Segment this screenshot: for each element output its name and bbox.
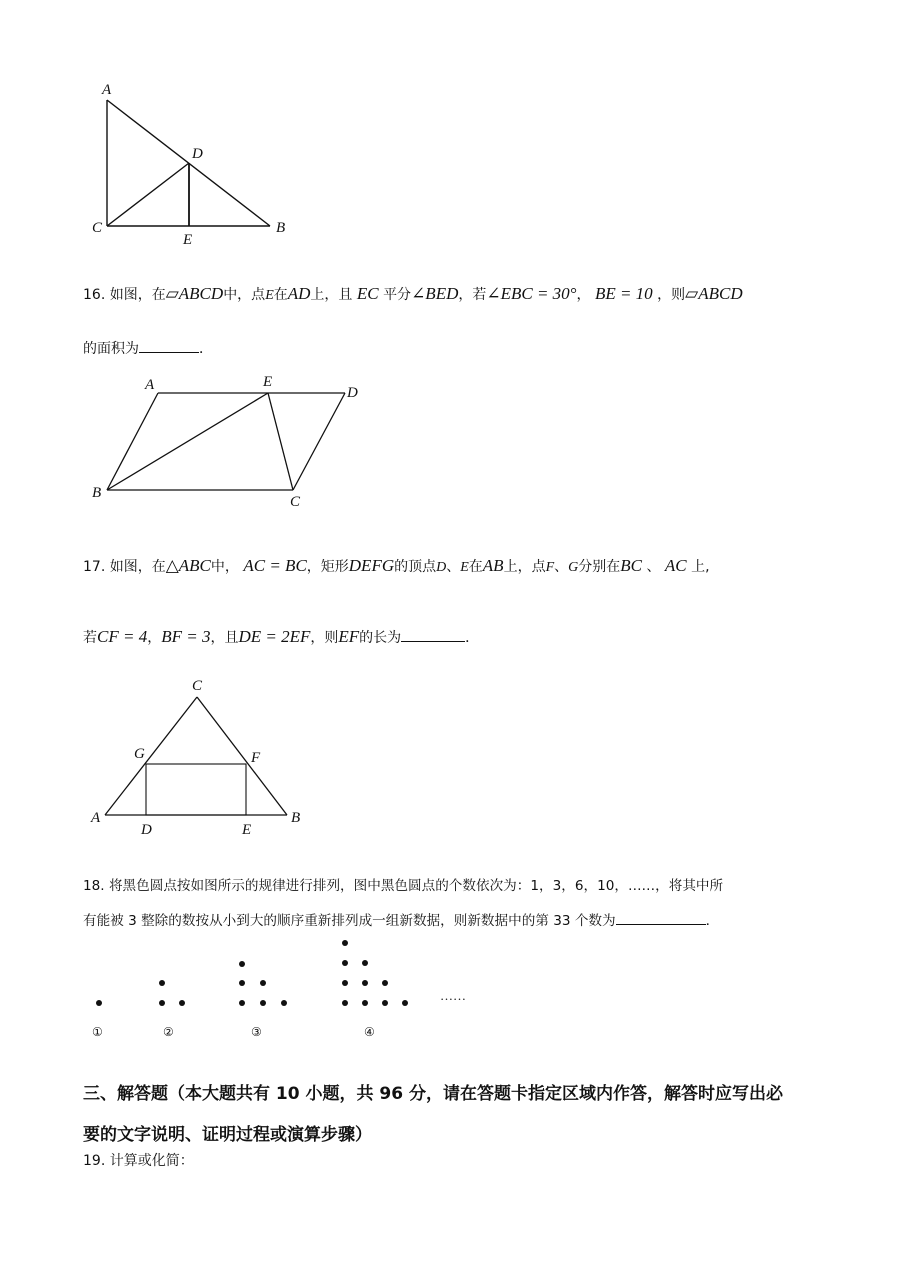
q16-text: 在 [273, 287, 288, 303]
q17-text: 、 [646, 559, 661, 575]
q16-text: ． [199, 341, 213, 357]
dot [159, 980, 165, 986]
section-3-heading-line2 [83, 1120, 372, 1145]
q17-text: 的顶点 [394, 559, 437, 575]
dot [281, 1000, 287, 1006]
figure-label-1: ① [92, 1025, 103, 1039]
q17-text: 若 [83, 630, 97, 646]
q17-math: CF = 4 [97, 627, 148, 646]
point-label-e: E [242, 822, 252, 838]
figure-label-4: ④ [364, 1025, 375, 1039]
q17-text: ，矩形 [306, 559, 349, 575]
q16-math: ▱ABCD [165, 284, 224, 303]
dot [342, 960, 348, 966]
q17-math: F [545, 560, 555, 575]
q16-math: EC [356, 284, 379, 303]
q17-math: △ABC [165, 556, 211, 575]
point-label-f: F [251, 750, 261, 766]
point-label-d: D [192, 146, 203, 162]
q17-math: DE = 2EF [238, 627, 311, 646]
point-label-c: C [92, 220, 103, 236]
q18-text: 有能被 3 整除的数按从小到大的顺序重新排列成一组新数据，则新数据中的第 33 个数为 [83, 913, 616, 929]
point-label-e: E [263, 374, 273, 390]
point-label-c: C [192, 678, 203, 694]
dot [362, 1000, 368, 1006]
point-label-b: B [291, 810, 301, 826]
section-3-text: 三、解答题（本大题共有 10 小题，共 96 分，请在答题卡指定区域内作答，解答时应写出必 [83, 1084, 783, 1104]
q17-math: AC = BC [243, 556, 307, 575]
q17-text: 17. 如图，在 [83, 559, 166, 575]
q17-math: D [436, 560, 447, 575]
figure-label-2: ② [163, 1025, 174, 1039]
point-label-a: A [91, 810, 101, 826]
dot [239, 961, 245, 967]
ellipsis: …… [440, 988, 466, 1003]
q17-math: AC [664, 556, 687, 575]
dot [342, 940, 348, 946]
q17-text: 在 [468, 559, 483, 575]
q17-math: BC [620, 556, 642, 575]
point-label-d: D [347, 385, 358, 401]
q16-text: 中，点 [223, 287, 266, 303]
q17-text: ， [147, 630, 162, 646]
q17-math: EF [338, 627, 360, 646]
q19-text: 19. 计算或化简： [83, 1153, 194, 1169]
section-3-text: 要的文字说明、证明过程或演算步骤） [83, 1125, 372, 1145]
q16-math: AD [287, 284, 311, 303]
q17-text: 的长为 [359, 630, 402, 646]
dot [96, 1000, 102, 1006]
q18-text: ． [705, 913, 720, 929]
point-label-b: B [92, 485, 102, 501]
dot [362, 980, 368, 986]
q17-math: DEFG [348, 556, 395, 575]
q16-math: ∠EBC = 30° [486, 284, 577, 303]
q17-text: ． [465, 630, 480, 646]
q17-text: 上, [691, 559, 710, 575]
dot [260, 980, 266, 986]
q17-text: 、 [446, 559, 461, 575]
q17-text: 、 [554, 559, 569, 575]
dot [342, 1000, 348, 1006]
q17-text: 上，点 [503, 559, 546, 575]
point-label-d: D [141, 822, 152, 838]
dot [179, 1000, 185, 1006]
dot [239, 1000, 245, 1006]
q17-math: E [460, 560, 469, 575]
q16-text: 平分 [383, 287, 412, 303]
dot [342, 980, 348, 986]
q16-text: ，则 [657, 287, 686, 303]
section-3-heading-line1 [83, 1079, 783, 1104]
dot [362, 960, 368, 966]
dot [260, 1000, 266, 1006]
point-label-a: A [145, 377, 155, 393]
q18-text: 18. 将黑色圆点按如图所示的规律进行排列，图中黑色圆点的个数依次为：1，3，6，10，……，将其中所 [83, 878, 724, 894]
q17-math: AB [482, 556, 504, 575]
q16-text: 的面积为 [83, 341, 139, 357]
figure-label-3: ③ [251, 1025, 262, 1039]
dot [382, 1000, 388, 1006]
q17-text: ，则 [310, 630, 339, 646]
point-label-a: A [102, 82, 112, 98]
q17-math: G [568, 560, 579, 575]
dot [159, 1000, 165, 1006]
point-label-b: B [276, 220, 286, 236]
q16-text: ， [576, 287, 591, 303]
point-label-c: C [290, 494, 301, 510]
q16-math: BE = 10 [594, 284, 653, 303]
dot [402, 1000, 408, 1006]
dot [239, 980, 245, 986]
q17-text: 中， [210, 559, 239, 575]
q16-text: ，若 [458, 287, 487, 303]
q17-text: 分别在 [578, 559, 621, 575]
q16-math: E [265, 288, 274, 303]
q16-math: ∠BED [411, 284, 459, 303]
point-label-e: E [183, 232, 193, 248]
q16-text: 上，且 [310, 287, 353, 303]
q16-math: ▱ABCD [685, 284, 743, 303]
q17-math: BF = 3 [161, 627, 211, 646]
q16-text: 16. 如图，在 [83, 287, 166, 303]
dot [382, 980, 388, 986]
question-19 [83, 1150, 194, 1170]
q17-text: ，且 [210, 630, 239, 646]
point-label-g: G [134, 746, 145, 762]
